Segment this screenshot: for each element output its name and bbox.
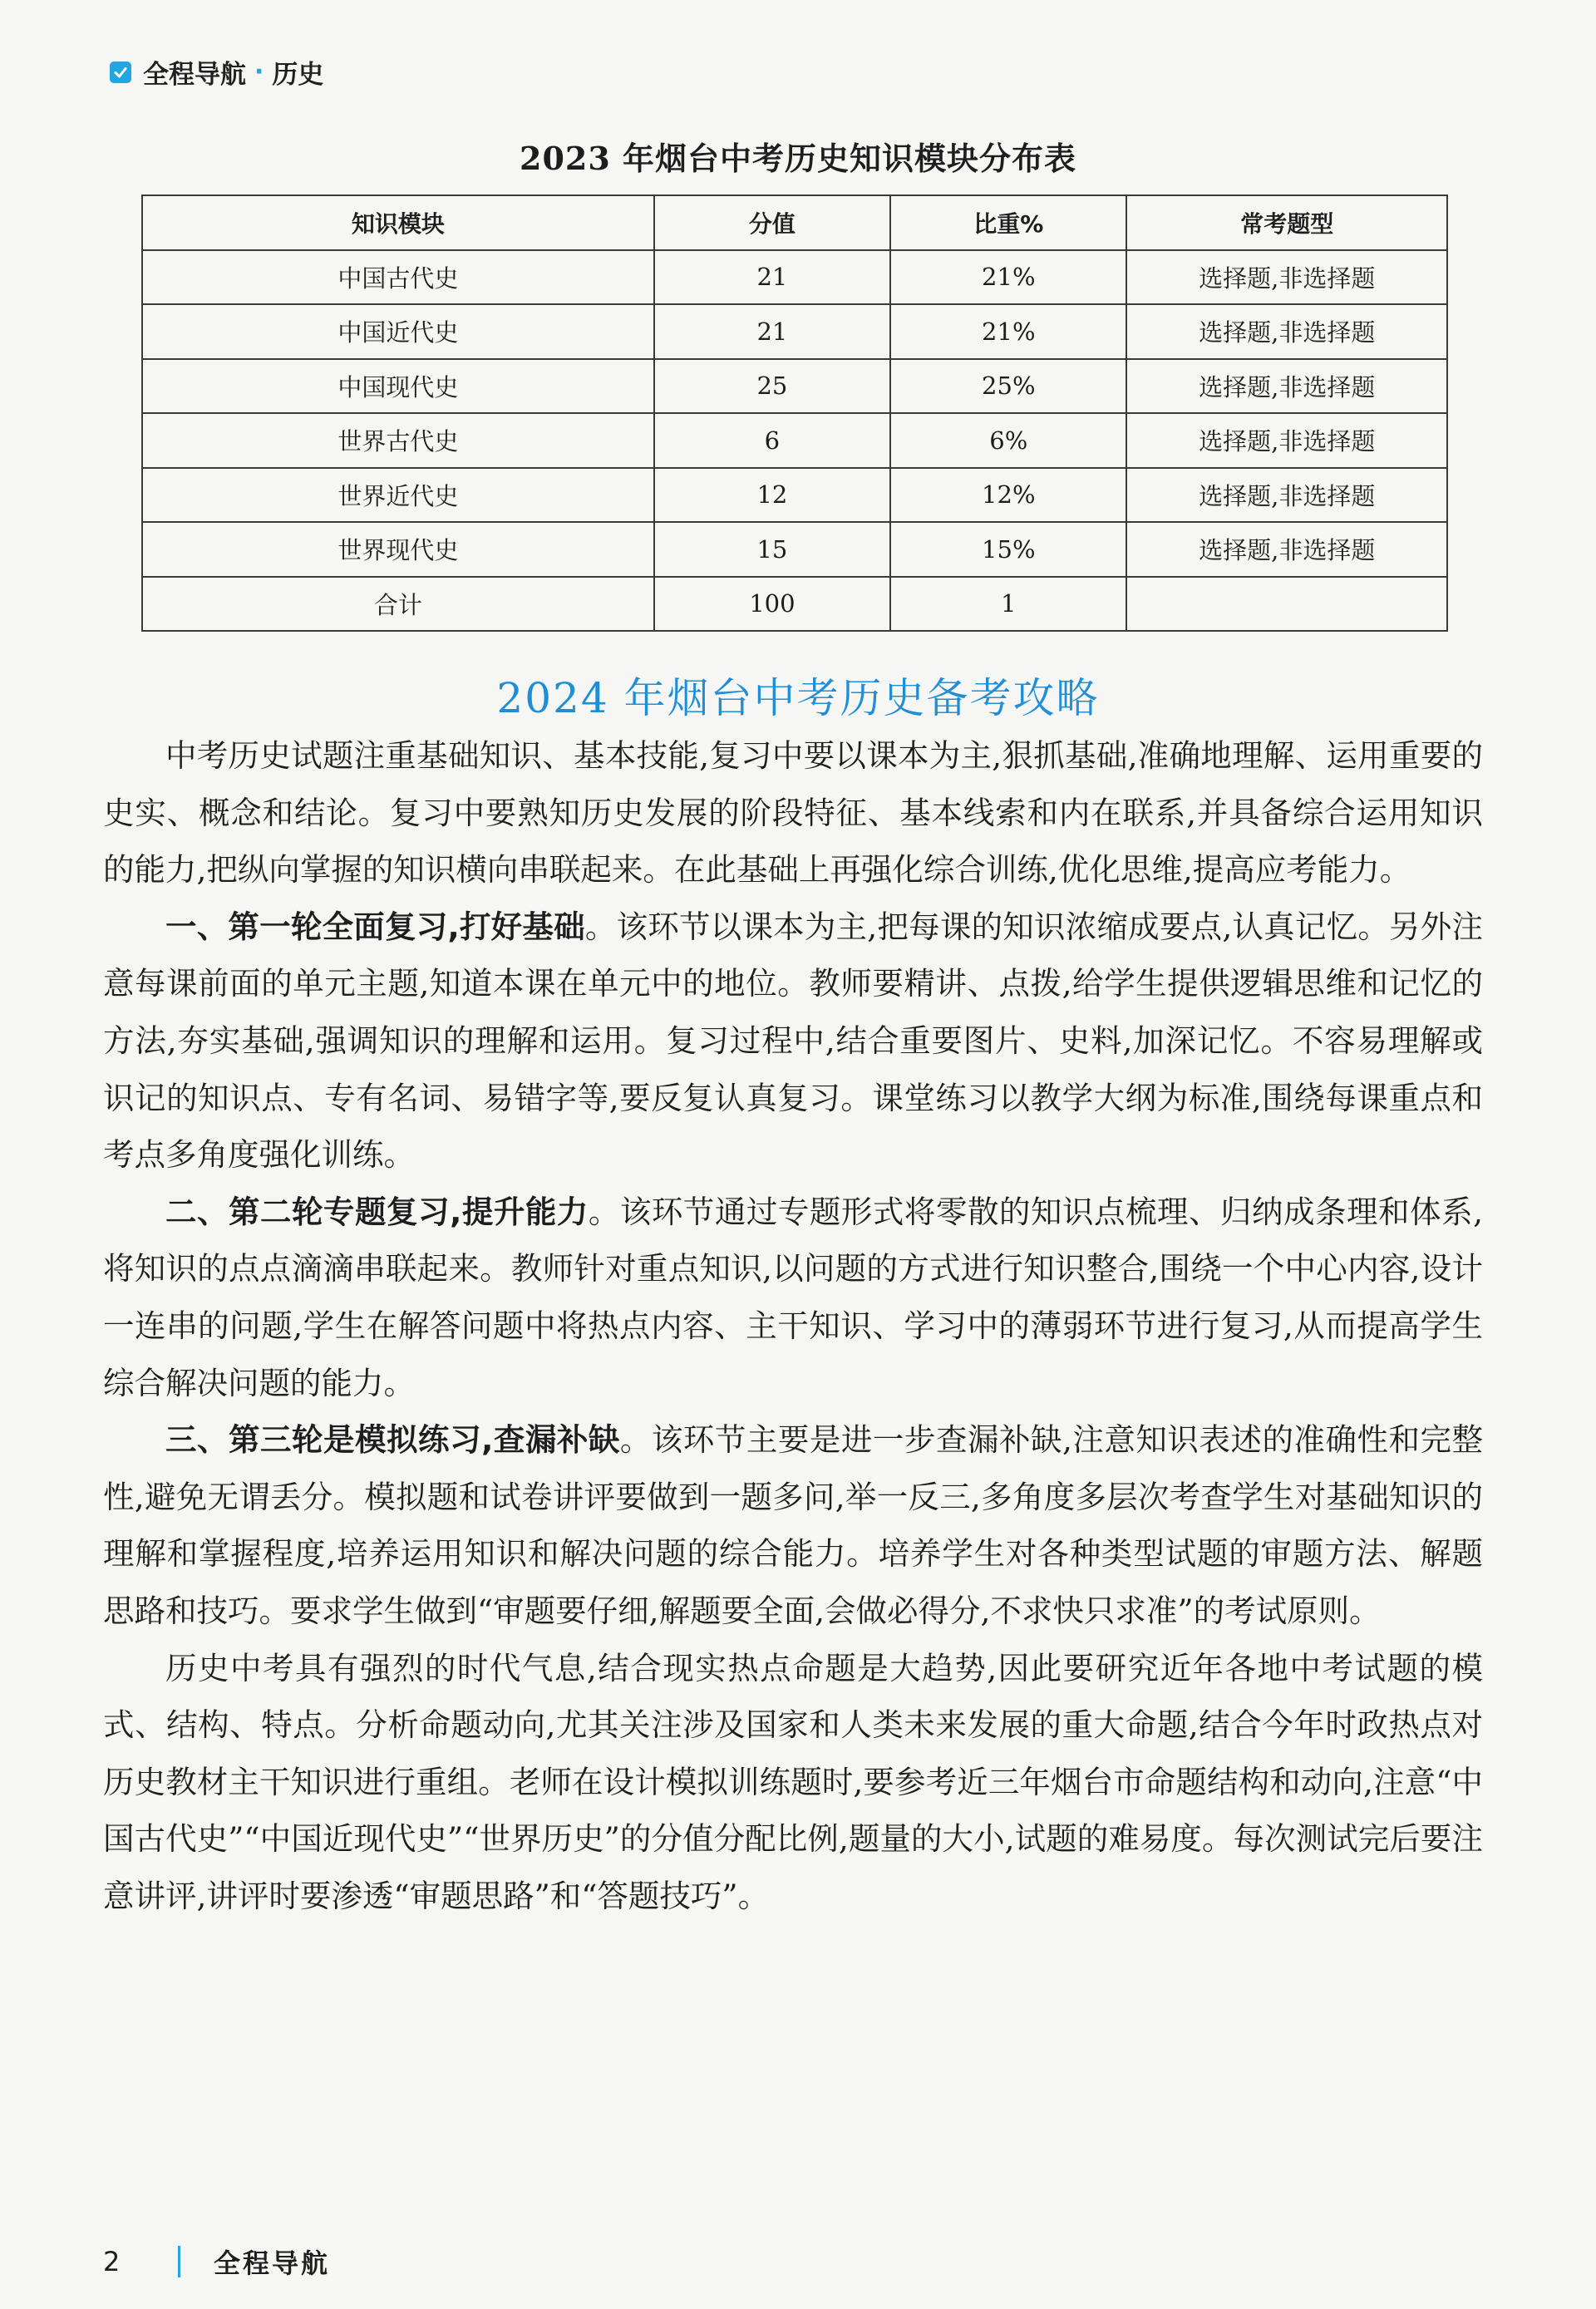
header-separator: · bbox=[254, 57, 264, 86]
article-body bbox=[103, 727, 1483, 1924]
header-cell-question-type: 常考题型 bbox=[1126, 195, 1447, 250]
table-total-row bbox=[142, 577, 1447, 632]
cell-total-label: 合计 bbox=[142, 577, 654, 632]
header-cell-module: 知识模块 bbox=[142, 195, 654, 250]
cell-question-type: 选择题,非选择题 bbox=[1126, 468, 1447, 523]
cell-total-weight: 1 bbox=[890, 577, 1126, 632]
paragraph-conclusion: 历史中考具有强烈的时代气息,结合现实热点命题是大趋势,因此要研究近年各地中考试题的模式、结构、特点。分析命题动向,尤其关注涉及国家和人类未来发展的重大命题,结合今年时政热点对历史教材主干知识进行重组。老师在设计模拟训练题时,要参考近三年烟台市命题结构和动向,注意“中国古代史”“中国近现代史”“世界历史”的分值分配比例,题量的大小,试题的难易度。每次测试完后要注意讲评,讲评时要渗透“审题思路”和“答题技巧”。 bbox=[103, 1649, 1483, 1914]
cell-module: 中国近代史 bbox=[142, 304, 654, 359]
cell-module: 世界现代史 bbox=[142, 522, 654, 577]
cell-module: 中国古代史 bbox=[142, 250, 654, 305]
cell-score: 25 bbox=[654, 359, 890, 414]
cell-weight: 21% bbox=[890, 304, 1126, 359]
cell-weight: 21% bbox=[890, 250, 1126, 305]
cell-weight: 6% bbox=[890, 413, 1126, 468]
cell-total-question-type bbox=[1126, 577, 1447, 632]
paragraph-text: 。该环节以课本为主,把每课的知识浓缩成要点,认真记忆。另外注意每课前面的单元主题,知道本课在单元中的地位。教师要精讲、点拨,给学生提供逻辑思维和记忆的方法,夯实基础,强调知识的理解和运用。复习过程中,结合重要图片、史料,加深记忆。不容易理解或识记的知识点、专有名词、易错字等,要反复认真复习。课堂练习以教学大纲为标准,围绕每课重点和考点多角度强化训练。 bbox=[103, 908, 1483, 1174]
table-title: 2023 年烟台中考历史知识模块分布表 bbox=[520, 140, 1076, 177]
table-header-row bbox=[142, 195, 1447, 250]
page-footer bbox=[103, 2243, 330, 2281]
header-cell-score: 分值 bbox=[654, 195, 890, 250]
cell-question-type: 选择题,非选择题 bbox=[1126, 413, 1447, 468]
table-row bbox=[142, 413, 1447, 468]
paragraph-round-three bbox=[103, 1411, 1483, 1639]
cell-weight: 15% bbox=[890, 522, 1126, 577]
checkbox-icon bbox=[110, 62, 131, 83]
table-row bbox=[142, 359, 1447, 414]
cell-question-type: 选择题,非选择题 bbox=[1126, 359, 1447, 414]
paragraph-lead: 一、第一轮全面复习,打好基础 bbox=[165, 908, 585, 945]
table-row bbox=[142, 304, 1447, 359]
page-number: 2 bbox=[103, 2246, 121, 2277]
paragraph-intro: 中考历史试题注重基础知识、基本技能,复习中要以课本为主,狠抓基础,准确地理解、运用重要的史实、概念和结论。复习中要熟知历史发展的阶段特征、基本线索和内在联系,并具备综合运用知识的能力,把纵向掌握的知识横向串联起来。在此基础上再强化综合训练,优化思维,提高应考能力。 bbox=[103, 737, 1483, 889]
header-cell-weight: 比重% bbox=[890, 195, 1126, 250]
header-subject: 历史 bbox=[272, 60, 324, 90]
cell-module: 中国现代史 bbox=[142, 359, 654, 414]
cell-weight: 12% bbox=[890, 468, 1126, 523]
cell-question-type: 选择题,非选择题 bbox=[1126, 522, 1447, 577]
cell-weight: 25% bbox=[890, 359, 1126, 414]
footer-divider bbox=[178, 2246, 180, 2277]
paragraph-round-one bbox=[103, 898, 1483, 1184]
cell-module: 世界近代史 bbox=[142, 468, 654, 523]
cell-score: 21 bbox=[654, 250, 890, 305]
table-row bbox=[142, 250, 1447, 305]
footer-brand: 全程导航 bbox=[214, 2247, 331, 2279]
paragraph-text: 。该环节主要是进一步查漏补缺,注意知识表述的准确性和完整性,避免无谓丢分。模拟题和试卷讲评要做到一题多问,举一反三,多角度多层次考查学生对基础知识的理解和掌握程度,培养运用知识和解决问题的综合能力。培养学生对各种类型试题的审题方法、解题思路和技巧。要求学生做到“审题要仔细,解题要全面,会做必得分,不求快只求准”的考试原则。 bbox=[103, 1421, 1484, 1629]
section-title: 2024 年烟台中考历史备考攻略 bbox=[496, 674, 1100, 722]
table-row bbox=[142, 522, 1447, 577]
cell-module: 世界古代史 bbox=[142, 413, 654, 468]
knowledge-module-table bbox=[141, 194, 1448, 632]
table-row bbox=[142, 468, 1447, 523]
paragraph-lead: 三、第三轮是模拟练习,查漏补缺 bbox=[165, 1421, 620, 1459]
cell-score: 21 bbox=[654, 304, 890, 359]
cell-score: 12 bbox=[654, 468, 890, 523]
cell-score: 6 bbox=[654, 413, 890, 468]
cell-question-type: 选择题,非选择题 bbox=[1126, 304, 1447, 359]
paragraph-lead: 二、第二轮专题复习,提升能力 bbox=[165, 1193, 589, 1230]
cell-question-type: 选择题,非选择题 bbox=[1126, 250, 1447, 305]
header-brand: 全程导航 bbox=[143, 60, 246, 90]
paragraph-round-two bbox=[103, 1184, 1483, 1411]
running-header bbox=[110, 53, 323, 91]
cell-total-score: 100 bbox=[654, 577, 890, 632]
cell-score: 15 bbox=[654, 522, 890, 577]
paragraph-text: 。该环节通过专题形式将零散的知识点梳理、归纳成条理和体系,将知识的点点滴滴串联起来。教师针对重点知识,以问题的方式进行知识整合,围绕一个中心内容,设计一连串的问题,学生在解答问题中将热点内容、主干知识、学习中的薄弱环节进行复习,从而提高学生综合解决问题的能力。 bbox=[103, 1193, 1483, 1401]
